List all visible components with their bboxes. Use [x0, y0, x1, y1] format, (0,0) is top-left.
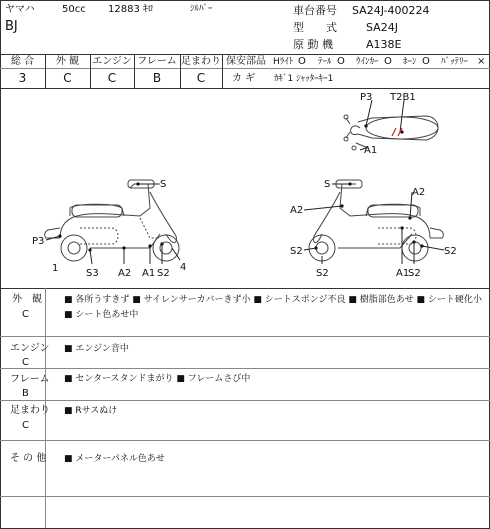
grade-divider-5 — [222, 54, 223, 88]
frame-number: SA24J-400224 — [352, 4, 430, 17]
label-top-t2b1: T2B1 — [390, 92, 416, 103]
notes-line-2 — [0, 336, 490, 337]
part-winker-mark: O — [384, 56, 392, 67]
note-other-line-1: ■ メーターパネル色あせ — [64, 454, 165, 464]
damage-dots — [58, 124, 426, 251]
label-left-a2: A2 — [118, 268, 132, 279]
note-exterior-grade: C — [22, 309, 29, 320]
grade-header-overall: 総 合 — [10, 56, 35, 67]
color: ｼﾙﾊﾞｰ — [190, 4, 213, 14]
grades-top-line — [0, 54, 490, 55]
notes-line-4 — [0, 400, 490, 401]
note-engine-title: エンジン — [10, 343, 50, 354]
label-right-a1: A1 — [396, 268, 410, 279]
note-frame-line-1: ■ センタースタンドまがり ■ フレームさび中 — [64, 374, 251, 384]
label-right-s2-left: S2 — [290, 246, 303, 257]
grade-header-suspension: 足まわり — [181, 56, 221, 67]
parts-mid-line — [222, 68, 490, 69]
notes-line-5 — [0, 440, 490, 441]
note-frame-title: フレーム — [10, 374, 50, 385]
parts-label: 保安部品 — [226, 56, 266, 67]
part-horn: ﾎｰﾝ — [403, 57, 417, 67]
grades-mid-line — [0, 68, 222, 69]
part-taillight-mark: O — [337, 56, 345, 67]
label-right-a2-upper: A2 — [412, 187, 426, 198]
note-suspension-title: 足まわり — [10, 405, 50, 416]
notes-top-line — [0, 288, 490, 289]
label-left-1: 1 — [52, 263, 59, 274]
frame-label: 車台番号 — [293, 4, 337, 17]
label-left-a1: A1 — [142, 268, 156, 279]
model: BJ — [5, 19, 18, 34]
note-exterior-title: 外 観 — [12, 294, 42, 305]
part-horn-mark: O — [422, 56, 430, 67]
maker: ヤマハ — [5, 4, 35, 15]
type-label: 型 式 — [293, 21, 337, 34]
scooter-left-view — [45, 180, 179, 261]
grade-value-engine: C — [107, 71, 117, 85]
part-headlight-mark: O — [298, 56, 306, 67]
grade-value-overall: 3 — [18, 71, 27, 85]
part-battery-mark: × — [477, 56, 486, 67]
frame-top — [0, 0, 490, 1]
part-taillight: ﾃｰﾙ — [318, 57, 332, 67]
grade-value-exterior: C — [63, 71, 72, 85]
grade-header-exterior: 外 観 — [55, 56, 80, 67]
label-left-s2: S2 — [157, 268, 170, 279]
label-right-s2-front: S2 — [316, 268, 329, 279]
grade-value-frame: B — [152, 71, 162, 85]
note-exterior-line-1: ■ 各所うすきず ■ サイレンサーカバーきず小 ■ シートスポンジ不良 ■ 樹脂部色あせ ■ シート硬化小 — [64, 295, 482, 305]
grade-header-frame: フレーム — [137, 56, 177, 67]
note-suspension-line-1: ■ Rサスぬけ — [64, 406, 118, 416]
notes-line-3 — [0, 368, 490, 369]
damage-diagram — [0, 88, 490, 288]
engine-label: 原 動 機 — [293, 38, 333, 51]
note-exterior-line-2: ■ シート色あせ中 — [64, 310, 139, 320]
key-label: カ ギ — [232, 73, 256, 84]
label-right-s2-rear: S2 — [408, 268, 421, 279]
type-number: SA24J — [366, 21, 398, 34]
note-frame-grade: B — [22, 388, 29, 399]
label-top-a1: A1 — [364, 145, 378, 156]
note-suspension-grade: C — [22, 420, 29, 431]
label-left-s3: S3 — [86, 268, 99, 279]
leader-lines — [46, 100, 444, 264]
label-right-s: S — [324, 179, 331, 190]
label-left-s: S — [160, 179, 167, 190]
key-value: ｶｷﾞ1 ｼｬｯﾀｰｷｰ1 — [274, 74, 334, 84]
label-left-4: 4 — [180, 262, 187, 273]
part-battery: ﾊﾞｯﾃﾘｰ — [441, 57, 469, 67]
label-right-s2-right: S2 — [444, 246, 457, 257]
notes-line-6 — [0, 496, 490, 497]
part-headlight: Hﾗｲﾄ — [273, 57, 294, 67]
label-top-p3: P3 — [360, 92, 373, 103]
grade-header-engine: エンジン — [92, 56, 132, 67]
mileage: 12883 ｷﾛ — [108, 4, 153, 15]
part-winker: ｳｲﾝｶｰ — [356, 57, 379, 67]
engine-number: A138E — [366, 38, 402, 51]
note-engine-line-1: ■ エンジン音中 — [64, 344, 129, 354]
note-other-title: そ の 他 — [10, 453, 47, 464]
note-engine-grade: C — [22, 357, 29, 368]
grade-value-suspension: C — [196, 71, 206, 85]
scooter-top-view — [344, 115, 438, 150]
label-right-a2: A2 — [290, 205, 304, 216]
label-left-p3: P3 — [32, 236, 45, 247]
displacement: 50cc — [62, 4, 86, 15]
